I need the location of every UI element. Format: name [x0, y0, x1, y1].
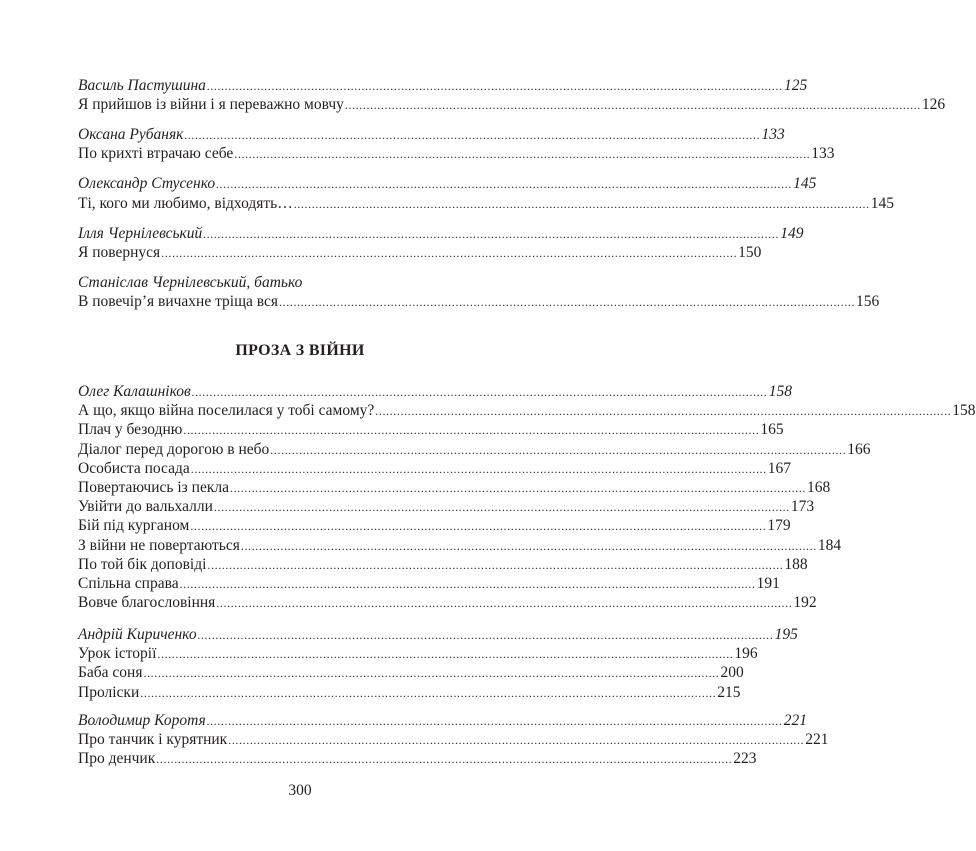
page-ref: 215: [717, 683, 741, 701]
toc-author-row: [78, 273, 515, 292]
dot-leader: ................................................................................................................................................................: [234, 147, 811, 162]
toc-entry-row: [78, 401, 976, 420]
toc-entry-row: [78, 683, 741, 702]
entry-title: Плач у безодню: [78, 421, 183, 439]
author-name: Олег Калашніков: [78, 383, 191, 400]
page-ref: 173: [790, 498, 815, 516]
entry-title: Спільна справа: [78, 575, 179, 592]
dot-leader: ................................................................................................................................................................: [190, 519, 767, 534]
toc-author-row: [78, 76, 808, 95]
entry-title: А що, якщо війна поселилася у тобі самому?: [78, 402, 375, 420]
page-ref: 191: [756, 575, 780, 592]
page-ref: 133: [811, 145, 835, 163]
author-name: Станіслав Чернілевський, батько: [78, 273, 303, 291]
toc-author-row: [78, 224, 804, 243]
author-name: Володимир Коротя: [78, 712, 206, 729]
page-ref: 165: [760, 421, 784, 439]
dot-leader: ................................................................................................................................................................: [213, 500, 790, 515]
toc-entry-row: [78, 95, 946, 114]
dot-leader: ................................................................................................................................................................: [140, 685, 717, 700]
entry-title: Баба соня: [78, 664, 143, 682]
dot-leader: ................................................................................................................................................................: [183, 423, 760, 438]
page-ref: 188: [784, 555, 808, 573]
dot-leader: ................................................................................................................................................................: [279, 295, 856, 309]
page-ref: 167: [767, 459, 791, 477]
toc-author-row: [78, 125, 785, 144]
author-name: Ілля Чернілевський: [78, 224, 203, 242]
page-ref: 221: [783, 712, 807, 729]
entry-title: Про денчик: [78, 750, 156, 768]
page-ref: 158: [952, 402, 976, 420]
page-ref: 184: [817, 536, 842, 554]
dot-leader: ................................................................................................................................................................: [228, 733, 805, 748]
dot-leader: ................................................................................................................................................................: [203, 226, 780, 241]
page-number: 300: [288, 782, 312, 799]
toc-entry-row: [78, 194, 894, 213]
entry-title: Урок історії: [78, 645, 157, 663]
toc-entry-row: [78, 459, 791, 478]
page-ref: 150: [738, 243, 762, 261]
page-ref: 221: [805, 731, 829, 749]
dot-leader: ................................................................................................................................................................: [184, 128, 761, 143]
dot-leader: ................................................................................................................................................................: [191, 385, 768, 399]
toc-entry-row: [78, 536, 842, 555]
author-name: Василь Пастушина: [78, 77, 206, 94]
page-ref: 156: [856, 293, 880, 310]
entry-title: Повертаючись із пекла: [78, 479, 229, 496]
toc-author-row: [78, 382, 792, 401]
author-name: Олександр Стусенко: [78, 175, 216, 193]
entry-title: Особиста посада: [78, 459, 190, 477]
entry-title: Я прийшов із війни і я переважно мовчу: [78, 96, 344, 114]
page-ref: 145: [870, 194, 894, 212]
dot-leader: ................................................................................................................................................................: [157, 647, 734, 662]
dot-leader: ................................................................................................................................................................: [375, 404, 952, 419]
dot-leader: ................................................................................................................................................................: [197, 628, 774, 642]
toc-entry-row: [78, 478, 831, 497]
page-ref: 179: [767, 517, 791, 535]
dot-leader: ................................................................................................................................................................: [206, 79, 783, 93]
entry-title: Бій під курганом: [78, 517, 190, 535]
page-ref: 223: [733, 750, 757, 768]
toc-entry-row: [78, 663, 744, 682]
toc-entry-row: [78, 420, 784, 439]
author-name: Андрій Кириченко: [78, 626, 197, 643]
dot-leader: ................................................................................................................................................................: [229, 481, 806, 495]
dot-leader: ................................................................................................................................................................: [190, 461, 767, 476]
dot-leader: ................................................................................................................................................................: [207, 557, 784, 572]
page-ref: 126: [921, 96, 946, 114]
page-ref: 192: [793, 594, 817, 612]
entry-title: Я повернуся: [78, 243, 161, 261]
entry-title: По крихті втрачаю себе: [78, 145, 234, 163]
toc-author-row: [78, 711, 807, 730]
dot-leader: ................................................................................................................................................................: [156, 752, 733, 767]
toc-entry-row: [78, 516, 791, 535]
page-ref: 195: [774, 626, 798, 643]
toc-entry-row: [78, 730, 829, 749]
page-ref: 149: [780, 224, 804, 242]
author-name: Оксана Рубаняк: [78, 126, 184, 144]
dot-leader: ................................................................................................................................................................: [216, 177, 793, 192]
dot-leader: ................................................................................................................................................................: [293, 196, 870, 211]
toc-entry-row: [78, 497, 815, 516]
dot-leader: ................................................................................................................................................................: [161, 245, 738, 260]
toc-entry-row: [78, 243, 762, 262]
entry-title: Ті, кого ми любимо, відходять…: [78, 194, 293, 212]
page-ref: 145: [793, 175, 817, 193]
page-ref: 158: [768, 383, 792, 400]
entry-title: З війни не повертаються: [78, 536, 240, 554]
dot-leader: ................................................................................................................................................................: [344, 98, 921, 113]
dot-leader: ................................................................................................................................................................: [216, 596, 793, 611]
page-ref: 133: [761, 126, 785, 144]
toc-entry-row: [78, 144, 835, 163]
entry-title: Вовче благословіння: [78, 594, 216, 612]
section-title: ПРОЗА З ВІЙНИ: [235, 342, 365, 359]
toc-entry-row: [78, 644, 758, 663]
toc-entry-row: [78, 574, 780, 593]
dot-leader: ................................................................................................................................................................: [143, 666, 720, 681]
entry-title: По той бік доповіді: [78, 555, 207, 573]
toc-entry-row: [78, 292, 880, 311]
toc-entry-row: [78, 593, 817, 612]
entry-title: Проліски: [78, 683, 140, 701]
page-ref: 168: [806, 479, 831, 496]
page-ref: 125: [783, 77, 808, 94]
page-ref: 166: [847, 440, 871, 458]
page-ref: 200: [720, 664, 744, 682]
dot-leader: ................................................................................................................................................................: [270, 442, 847, 457]
dot-leader: ................................................................................................................................................................: [240, 538, 817, 553]
toc-author-row: [78, 625, 798, 644]
dot-leader: ................................................................................................................................................................: [206, 714, 783, 728]
toc-entry-row: [78, 555, 808, 574]
toc-author-row: [78, 174, 817, 193]
entry-title: В повечір’я вичахне тріщa вся: [78, 293, 279, 310]
dot-leader: ................................................................................................................................................................: [179, 577, 756, 591]
toc-entry-row: [78, 440, 871, 459]
page-ref: 196: [734, 645, 758, 663]
entry-title: Про танчик і курятник: [78, 731, 228, 749]
toc-entry-row: [78, 749, 757, 768]
entry-title: Діалог перед дорогою в небо: [78, 440, 270, 458]
entry-title: Увійти до вальхалли: [78, 498, 213, 516]
